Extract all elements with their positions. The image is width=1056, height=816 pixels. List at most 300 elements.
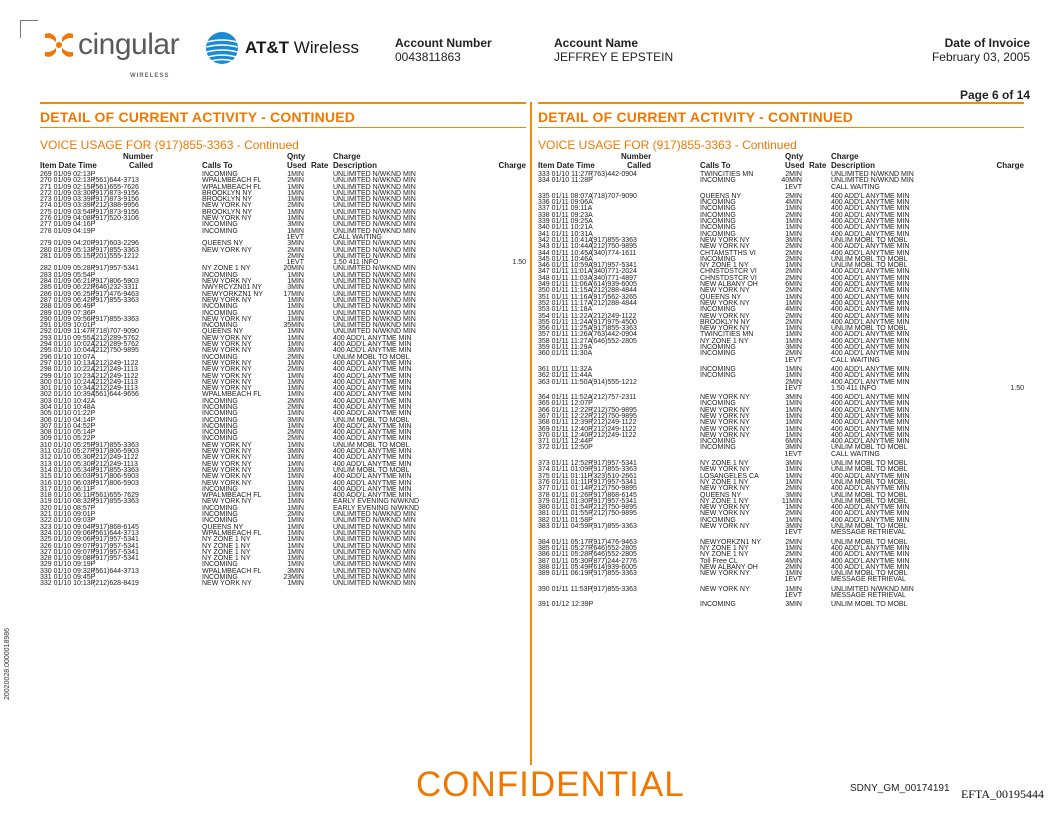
calls-to-cell: NY ZONE 1 NY xyxy=(202,542,251,550)
side-identifier: 20020028.0000018986 xyxy=(4,627,11,700)
qnty-used-cell: 1MIN xyxy=(785,478,802,486)
calls-to-cell: WPALMBEACH FL xyxy=(202,391,262,399)
qnty-used-cell: 2MIN xyxy=(785,563,802,571)
qnty-used-cell: 1MIN xyxy=(785,205,802,213)
table-row xyxy=(538,358,1024,364)
item-date-time-cell: 289 01/09 07:36P xyxy=(40,309,96,317)
qnty-used-cell: 2MIN xyxy=(785,274,802,282)
item-date-time-cell: 344 01/11 10:45A xyxy=(538,249,593,257)
item-date-time-cell: 368 01/11 12:39P xyxy=(538,419,593,427)
col-item-date-time: Item Date Time xyxy=(538,161,595,170)
description-cell: 400 ADD'L ANYTME MIN xyxy=(831,510,910,518)
item-date-time-cell: 389 01/11 06:19P xyxy=(538,570,593,578)
cingular-wordmark: cingular xyxy=(78,28,180,61)
item-date-time-cell: 358 01/11 11:27A xyxy=(538,337,593,345)
col-charge: Charge xyxy=(996,161,1024,170)
item-date-time-cell: 278 01/09 04:19P xyxy=(40,227,96,235)
calls-to-cell: NEW YORK NY xyxy=(700,312,750,320)
description-cell: 400 ADD'L ANYTME MIN xyxy=(831,563,910,571)
item-date-time-cell: 303 01/10 10:42A xyxy=(40,397,96,405)
qnty-used-cell: 1MIN xyxy=(287,278,304,286)
qnty-used-cell: 3MIN xyxy=(287,567,304,575)
section-title: DETAIL OF CURRENT ACTIVITY - CONTINUED xyxy=(538,102,1024,128)
column-divider xyxy=(530,102,532,765)
calls-to-cell: NEW YORK NY xyxy=(202,448,252,456)
description-cell: 400 ADD'L ANYTME MIN xyxy=(333,397,412,405)
item-date-time-cell: 301 01/10 10:34A xyxy=(40,385,96,393)
number-called-cell: (561)655-7629 xyxy=(93,492,139,500)
qnty-used-cell: 2MIN xyxy=(287,435,304,443)
number-called-cell: (561)644-3713 xyxy=(93,529,139,537)
calls-to-cell: NY ZONE 1 NY xyxy=(700,497,749,505)
item-date-time-cell: 276 01/09 04:08P xyxy=(40,215,96,223)
qnty-used-cell: 3MIN xyxy=(785,523,802,531)
qnty-used-cell: 1MIN xyxy=(287,171,304,178)
left-column xyxy=(40,102,526,588)
calls-to-cell: CHTAMSTTHS VI xyxy=(700,249,756,257)
qnty-used-cell: 4MIN xyxy=(785,199,802,207)
cingular-logo xyxy=(42,28,180,79)
description-cell: MESSAGE RETRIEVAL xyxy=(831,529,906,537)
calls-to-cell: NEW YORK NY xyxy=(202,334,252,342)
item-date-time-cell: 366 01/11 12:22P xyxy=(538,406,593,414)
col-used: Used xyxy=(287,161,307,170)
number-called-cell: (917)873-9156 xyxy=(93,189,139,197)
number-called-cell: (212)288-4844 xyxy=(591,299,637,307)
description-cell: 400 ADD'L ANYTME MIN xyxy=(831,544,910,552)
right-column xyxy=(538,102,1024,609)
description-cell: 400 ADD'L ANYTME MIN xyxy=(831,268,910,276)
item-date-time-cell: 343 01/11 10:44A xyxy=(538,243,593,251)
description-cell: 400 ADD'L ANYTME MIN xyxy=(333,378,412,386)
number-called-cell: (561)644-9656 xyxy=(93,391,139,399)
calls-to-cell: NEW YORK NY xyxy=(202,441,252,449)
calls-to-cell: BROOKLYN NY xyxy=(700,318,751,326)
description-cell: UNLIM MOBL TO MOBL xyxy=(831,236,908,244)
qnty-used-cell: 1MIN xyxy=(785,230,802,238)
description-cell: 400 ADD'L ANYTME MIN xyxy=(831,281,910,289)
qnty-used-cell: 2MIN xyxy=(287,246,304,254)
qnty-used-cell: 1MIN xyxy=(287,328,304,336)
number-called-cell: (646)552-2805 xyxy=(591,544,637,552)
qnty-used-cell: 1MIN xyxy=(287,555,304,563)
item-date-time-cell: 352 01/11 11:17A xyxy=(538,299,593,307)
description-cell: 400 ADD'L ANYTME MIN xyxy=(333,448,412,456)
qnty-used-cell: 1MIN xyxy=(287,196,304,204)
description-cell: 400 ADD'L ANYTME MIN xyxy=(333,485,412,493)
qnty-used-cell: 2MIN xyxy=(785,538,802,546)
item-date-time-cell: 360 01/11 11:30A xyxy=(538,350,593,358)
number-called-cell: (763)442-0904 xyxy=(591,331,637,339)
description-cell: UNLIMITED N/WKND MIN xyxy=(333,315,416,323)
item-date-time-cell: 387 01/11 05:30P xyxy=(538,557,593,565)
calls-to-cell: INCOMING xyxy=(202,517,238,525)
number-called-cell: (917)806-5903 xyxy=(93,278,139,286)
item-date-time-cell: 280 01/09 05:13P xyxy=(40,246,96,254)
calls-to-cell: INCOMING xyxy=(202,403,238,411)
calls-to-cell: INCOMING xyxy=(700,230,736,238)
item-date-time-cell: 305 01/10 01:22P xyxy=(40,410,96,418)
item-date-time-cell: 340 01/11 10:21A xyxy=(538,224,593,232)
att-globe-icon xyxy=(205,31,239,65)
qnty-used-cell: 1MIN xyxy=(785,431,802,439)
calls-to-cell: NEW YORK NY xyxy=(202,315,252,323)
qnty-used-cell: 2MIN xyxy=(287,202,304,210)
description-cell: CALL WAITING xyxy=(333,233,382,241)
item-date-time-cell: 349 01/11 11:06A xyxy=(538,281,593,289)
qnty-used-cell: 1MIN xyxy=(287,227,304,235)
item-date-time-cell: 284 01/09 06:21P xyxy=(40,278,96,286)
description-cell: UNLIMITED N/WKND MIN xyxy=(333,322,416,330)
calls-to-cell: NY ZONE 1 NY xyxy=(700,337,749,345)
calls-to-cell: TWINCITIES MN xyxy=(700,331,754,339)
number-called-cell: (917)957-5341 xyxy=(591,478,637,486)
qnty-used-cell: 1EVT xyxy=(784,183,802,191)
qnty-used-cell: 1MIN xyxy=(287,359,304,367)
calls-to-cell: NEW YORK NY xyxy=(700,585,750,593)
item-date-time-cell: 295 01/10 10:04A xyxy=(40,347,96,355)
number-called-cell: (917)476-9463 xyxy=(591,538,637,546)
item-date-time-cell: 322 01/10 09:03P xyxy=(40,517,96,525)
qnty-used-cell: 1MIN xyxy=(287,498,304,506)
calls-to-cell: NEW YORK NY xyxy=(700,466,750,474)
item-date-time-cell: 307 01/10 04:52P xyxy=(40,422,96,430)
calls-to-cell: NEW YORK NY xyxy=(202,378,252,386)
number-called-cell: (917)562-3265 xyxy=(591,293,637,301)
description-cell: UNLIM MOBL TO MOBL xyxy=(831,325,908,333)
calls-to-cell: WPALMBEACH FL xyxy=(202,183,262,191)
description-cell: UNLIMITED N/WKND MIN xyxy=(333,271,416,279)
qnty-used-cell: 3MIN xyxy=(785,236,802,244)
subsection-title: VOICE USAGE FOR (917)855-3363 - Continued xyxy=(40,138,299,152)
calls-to-cell: NEW YORK NY xyxy=(700,299,750,307)
item-date-time-cell: 377 01/11 01:14P xyxy=(538,485,593,493)
qnty-used-cell: 2MIN xyxy=(785,171,802,178)
description-cell: UNLIMITED N/WKND MIN xyxy=(333,328,416,336)
qnty-used-cell: 1MIN xyxy=(287,208,304,216)
number-called-cell: (718)707-9090 xyxy=(591,192,637,200)
att-wordmark-bold: AT&T xyxy=(245,38,290,57)
qnty-used-cell: 1MIN xyxy=(785,516,802,524)
item-date-time-cell: 386 01/11 05:28P xyxy=(538,551,593,559)
table-header xyxy=(538,152,1024,172)
calls-to-cell: WPALMBEACH FL xyxy=(202,492,262,500)
number-called-cell: (212)750-9895 xyxy=(591,504,637,512)
description-cell: UNLIMITED N/WKND MIN xyxy=(333,555,416,563)
calls-to-cell: INCOMING xyxy=(202,303,238,311)
qnty-used-cell: 1MIN xyxy=(785,472,802,480)
item-date-time-cell: 362 01/11 11:44A xyxy=(538,372,593,380)
qnty-used-cell: 1MIN xyxy=(785,425,802,433)
qnty-used-cell: 1MIN xyxy=(287,492,304,500)
item-date-time-cell: 372 01/11 12:50P xyxy=(538,444,593,452)
description-cell: 400 ADD'L ANYTME MIN xyxy=(831,472,910,480)
item-date-time-cell: 316 01/10 06:03P xyxy=(40,479,96,487)
qnty-used-cell: 1MIN xyxy=(287,372,304,380)
item-date-time-cell: 319 01/10 08:32P xyxy=(40,498,96,506)
description-cell: UNLIMITED N/WKND MIN xyxy=(333,221,416,229)
description-cell: 400 ADD'L ANYTME MIN xyxy=(333,429,412,437)
description-cell: 400 ADD'L ANYTME MIN xyxy=(831,199,910,207)
qnty-used-cell: 3MIN xyxy=(287,221,304,229)
page-number: Page 6 of 14 xyxy=(959,88,1030,102)
qnty-used-cell: 1EVT xyxy=(784,450,802,458)
item-date-time-cell: 337 01/11 09:11A xyxy=(538,205,593,213)
calls-to-cell: WPALMBEACH FL xyxy=(202,567,262,575)
item-date-time-cell: 291 01/09 10:01P xyxy=(40,322,96,330)
number-called-cell: (212)750-9895 xyxy=(591,412,637,420)
item-date-time-cell: 391 01/12 12:39P xyxy=(538,601,594,609)
att-wordmark xyxy=(245,38,359,58)
number-called-cell: (212)249-1113 xyxy=(93,366,138,374)
account-number-value: 0043811863 xyxy=(395,50,461,64)
number-called-cell: (917)957-5341 xyxy=(93,555,139,563)
description-cell: 400 ADD'L ANYTME MIN xyxy=(831,419,910,427)
qnty-used-cell: 1MIN xyxy=(785,299,802,307)
account-number-block xyxy=(395,36,492,64)
qnty-used-cell: 1MIN xyxy=(287,271,304,279)
item-date-time-cell: 270 01/09 02:13P xyxy=(40,177,96,185)
description-cell: CALL WAITING xyxy=(831,356,880,364)
calls-to-cell: QUEENS NY xyxy=(700,491,742,499)
number-called-cell: (917)855-3363 xyxy=(591,570,637,578)
calls-to-cell: NEW YORK NY xyxy=(202,359,252,367)
number-called-cell: (917)855-3363 xyxy=(93,466,139,474)
qnty-used-cell: 20MIN xyxy=(283,265,304,273)
description-cell: UNLIM MOBL TO MOBL xyxy=(831,478,908,486)
invoice-date-value: February 03, 2005 xyxy=(931,50,1030,64)
item-date-time-cell: 361 01/11 11:32A xyxy=(538,365,593,373)
description-cell: UNLIM MOBL TO MOBL xyxy=(831,444,908,452)
qnty-used-cell: 1MIN xyxy=(785,504,802,512)
calls-to-cell: NEW ALBANY OH xyxy=(700,563,758,571)
description-cell: 400 ADD'L ANYTME MIN xyxy=(831,274,910,282)
qnty-used-cell: 2MIN xyxy=(785,211,802,219)
item-date-time-cell: 312 01/10 05:30P xyxy=(40,454,96,462)
qnty-used-cell: 1MIN xyxy=(785,412,802,420)
item-date-time-cell: 351 01/11 11:16A xyxy=(538,293,593,301)
qnty-used-cell: 1MIN xyxy=(287,341,304,349)
qnty-used-cell: 1MIN xyxy=(287,454,304,462)
item-date-time-cell: 336 01/11 09:06A xyxy=(538,199,593,207)
number-called-cell: (917)957-5341 xyxy=(93,265,139,273)
description-cell: UNLIMITED N/WKND MIN xyxy=(333,265,416,273)
calls-to-cell: NEW YORK NY xyxy=(700,236,750,244)
description-cell: 400 ADD'L ANYTME MIN xyxy=(831,299,910,307)
calls-to-cell: INCOMING xyxy=(202,353,238,361)
item-date-time-cell: 285 01/09 06:22P xyxy=(40,284,96,292)
col-qnty: Qnty xyxy=(287,152,306,161)
calls-to-cell: QUEENS NY xyxy=(202,328,244,336)
calls-to-cell: INCOMING xyxy=(202,429,238,437)
description-cell: 400 ADD'L ANYTME MIN xyxy=(831,318,910,326)
description-cell: UNLIM MOBL TO MOBL xyxy=(831,497,908,505)
qnty-used-cell: 2MIN xyxy=(785,243,802,251)
item-date-time-cell: 299 01/10 10:23A xyxy=(40,372,96,380)
item-date-time-cell: 282 01/09 05:28P xyxy=(40,265,96,273)
item-date-time-cell: 347 01/11 11:01A xyxy=(538,268,593,276)
calls-to-cell: INCOMING xyxy=(202,511,238,519)
charge-cell: 1.50 xyxy=(512,259,526,267)
calls-to-cell: NEW YORK NY xyxy=(700,394,750,402)
description-cell: 1.50 411 INFO xyxy=(333,259,379,267)
item-date-time-cell: 297 01/10 10:13A xyxy=(40,359,96,367)
table-row xyxy=(538,530,1024,536)
qnty-used-cell: 2MIN xyxy=(287,397,304,405)
qnty-used-cell: 3MIN xyxy=(785,444,802,452)
description-cell: UNLIMITED N/WKND MIN xyxy=(333,561,416,569)
qnty-used-cell: 4MIN xyxy=(785,557,802,565)
calls-to-cell: TWINCITIES MN xyxy=(700,171,754,178)
number-called-cell: (917)806-5903 xyxy=(93,479,139,487)
calls-to-cell: INCOMING xyxy=(202,309,238,317)
item-date-time-cell: 330 01/10 09:32P xyxy=(40,567,96,575)
calls-to-cell: NEW YORK NY xyxy=(202,460,252,468)
description-cell: UNLIMITED N/WKND MIN xyxy=(333,227,416,235)
description-cell: 400 ADD'L ANYTME MIN xyxy=(831,350,910,358)
qnty-used-cell: 1MIN xyxy=(287,536,304,544)
number-called-cell: (917)855-3363 xyxy=(591,325,637,333)
calls-to-cell: NEW YORK NY xyxy=(700,510,750,518)
item-date-time-cell: 309 01/10 05:22P xyxy=(40,435,96,443)
calls-to-cell: NEW YORK NY xyxy=(700,287,750,295)
qnty-used-cell: 3MIN xyxy=(785,344,802,352)
description-cell: UNLIMITED N/WKND MIN xyxy=(333,567,416,575)
qnty-used-cell: 1MIN xyxy=(287,466,304,474)
description-cell: 400 ADD'L ANYTME MIN xyxy=(333,435,412,443)
description-cell: EARLY EVENING N/WKND xyxy=(333,504,420,512)
qnty-used-cell: 3MIN xyxy=(785,394,802,402)
qnty-used-cell: 1EVT xyxy=(784,384,802,392)
qnty-used-cell: 1MIN xyxy=(785,466,802,474)
description-cell: 400 ADD'L ANYTME MIN xyxy=(831,224,910,232)
item-date-time-cell: 369 01/11 12:40P xyxy=(538,425,593,433)
description-cell: 400 ADD'L ANYTME MIN xyxy=(831,431,910,439)
qnty-used-cell: 1MIN xyxy=(287,334,304,342)
number-called-cell: (914)555-1212 xyxy=(591,378,637,386)
number-called-cell: (212)289-5762 xyxy=(93,341,139,349)
qnty-used-cell: 2MIN xyxy=(785,485,802,493)
item-date-time-cell: 350 01/11 11:15A xyxy=(538,287,593,295)
description-cell: 400 ADD'L ANYTME MIN xyxy=(333,359,412,367)
item-date-time-cell: 328 01/10 09:08P xyxy=(40,555,96,563)
calls-to-cell: NEWYORKZN1 NY xyxy=(202,290,264,298)
qnty-used-cell: 1MIN xyxy=(785,365,802,373)
qnty-used-cell: 1MIN xyxy=(287,296,304,304)
calls-to-cell: NEW YORK NY xyxy=(202,479,252,487)
item-date-time-cell: 318 01/10 06:11P xyxy=(40,492,95,500)
calls-to-cell: INCOMING xyxy=(202,485,238,493)
number-called-cell: (212)249-1122 xyxy=(591,425,637,433)
description-cell: 400 ADD'L ANYTME MIN xyxy=(831,331,910,339)
description-cell: UNLIMITED N/WKND MIN xyxy=(333,202,416,210)
item-date-time-cell: 370 01/11 12:40P xyxy=(538,431,593,439)
description-cell: UNLIMITED N/WKND MIN xyxy=(831,177,914,185)
number-called-cell: (212)288-4844 xyxy=(591,287,637,295)
description-cell: 400 ADD'L ANYTME MIN xyxy=(333,372,412,380)
calls-to-cell: NEW YORK NY xyxy=(202,246,252,254)
item-date-time-cell: 279 01/09 04:20P xyxy=(40,240,96,248)
qnty-used-cell: 2MIN xyxy=(785,378,802,386)
qnty-used-cell: 1MIN xyxy=(785,262,802,270)
item-date-time-cell: 363 01/11 11:50A xyxy=(538,378,593,386)
description-cell: UNLIMITED N/WKND MIN xyxy=(333,529,416,537)
item-date-time-cell: 313 01/10 05:30P xyxy=(40,460,96,468)
number-called-cell: (917)957-5341 xyxy=(93,536,139,544)
qnty-used-cell: 2MIN xyxy=(785,255,802,263)
qnty-used-cell: 1MIN xyxy=(287,580,304,588)
qnty-used-cell: 1MIN xyxy=(287,548,304,556)
qnty-used-cell: 1MIN xyxy=(287,303,304,311)
calls-to-cell: INCOMING xyxy=(700,516,736,524)
description-cell: UNLIMITED N/WKND MIN xyxy=(333,189,416,197)
item-date-time-cell: 281 01/09 05:15P xyxy=(40,252,96,260)
description-cell: UNLIM MOBL TO MOBL xyxy=(831,262,908,270)
description-cell: UNLIM MOBL TO MOBL xyxy=(333,441,410,449)
description-cell: UNLIMITED N/WKND MIN xyxy=(333,580,416,588)
number-called-cell: (212)750-9895 xyxy=(591,510,637,518)
description-cell: UNLIM MOBL TO MOBL xyxy=(831,466,908,474)
calls-to-cell: NY ZONE 1 NY xyxy=(202,548,251,556)
number-called-cell: (561)644-3713 xyxy=(93,177,139,185)
calls-to-cell: INCOMING xyxy=(700,400,736,408)
item-date-time-cell: 304 01/10 10:48A xyxy=(40,403,96,411)
number-called-cell: (917)975-4500 xyxy=(591,318,637,326)
calls-to-cell: INCOMING xyxy=(202,271,238,279)
qnty-used-cell: 2MIN xyxy=(287,429,304,437)
calls-to-cell: INCOMING xyxy=(202,322,238,330)
col-charge-top: Charge xyxy=(831,152,859,161)
item-date-time-cell: 288 01/09 06:49P xyxy=(40,303,96,311)
description-cell: 400 ADD'L ANYTME MIN xyxy=(831,218,910,226)
crop-mark xyxy=(20,20,38,38)
description-cell: UNLIMITED N/WKND MIN xyxy=(333,542,416,550)
description-cell: 400 ADD'L ANYTME MIN xyxy=(333,473,412,481)
calls-to-cell: INCOMING xyxy=(202,410,238,418)
item-date-time-cell: 371 01/11 12:44P xyxy=(538,438,593,446)
description-cell: UNLIM MOBL TO MOBL xyxy=(831,523,908,531)
calls-to-cell: NY ZONE 1 NY xyxy=(202,536,251,544)
item-date-time-cell: 287 01/09 06:42P xyxy=(40,296,96,304)
calls-to-cell: NEW YORK NY xyxy=(202,454,252,462)
col-used: Used xyxy=(785,161,805,170)
description-cell: 400 ADD'L ANYTME MIN xyxy=(333,410,412,418)
item-date-time-cell: 365 01/11 12:07P xyxy=(538,400,593,408)
description-cell: UNLIMITED N/WKND MIN xyxy=(333,171,416,178)
number-called-cell: (917)855-3363 xyxy=(591,523,637,531)
section-title: DETAIL OF CURRENT ACTIVITY - CONTINUED xyxy=(40,102,526,128)
item-date-time-cell: 367 01/11 12:22P xyxy=(538,412,593,420)
description-cell: 400 ADD'L ANYTME MIN xyxy=(831,372,910,380)
calls-to-cell: NEW YORK NY xyxy=(202,580,252,588)
qnty-used-cell: 2MIN xyxy=(785,312,802,320)
item-date-time-cell: 374 01/11 01:09P xyxy=(538,466,593,474)
item-date-time-cell: 390 01/11 11:53P xyxy=(538,585,593,593)
number-called-cell: (614)939-6005 xyxy=(591,563,637,571)
calls-to-cell: NEW YORK NY xyxy=(700,412,750,420)
description-cell: 400 ADD'L ANYTME MIN xyxy=(333,422,412,430)
table-row xyxy=(40,581,526,587)
number-called-cell: (614)939-6005 xyxy=(591,281,637,289)
number-called-cell: (212)249-1122 xyxy=(93,359,139,367)
number-called-cell: (917)855-3363 xyxy=(93,246,139,254)
qnty-used-cell: 1MIN xyxy=(287,385,304,393)
col-rate: Rate xyxy=(809,161,827,170)
description-cell: 400 ADD'L ANYTME MIN xyxy=(333,403,412,411)
description-cell: EARLY EVENING N/WKND xyxy=(333,498,420,506)
calls-to-cell: NEW YORK NY xyxy=(700,523,750,531)
item-date-time-cell: 378 01/11 01:26P xyxy=(538,491,593,499)
